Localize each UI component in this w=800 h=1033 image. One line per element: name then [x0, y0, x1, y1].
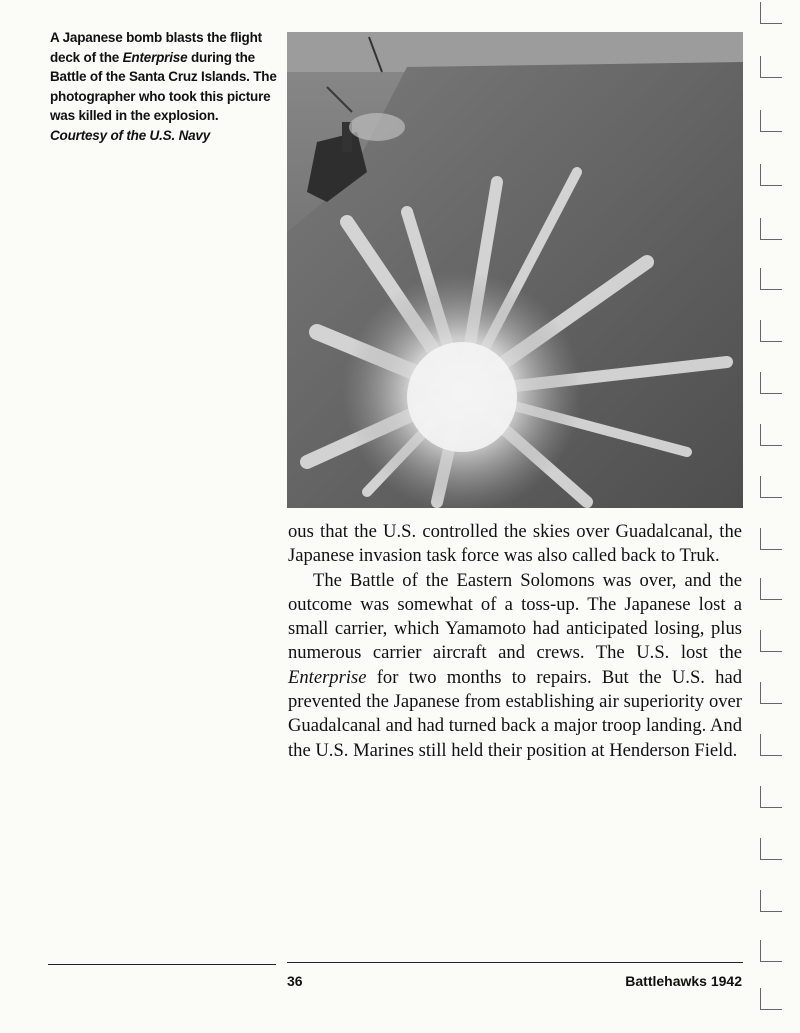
explosion-photo	[287, 32, 743, 508]
binder-tab	[760, 218, 782, 240]
binder-tab	[760, 320, 782, 342]
paragraph-2-part-b: for two months to repairs. But the U.S. had prevented the Japanese from establishing air superiority over Guadalcanal and had turned back a major troop landing. And the U.S. Marines still held their position at Henderson Field.	[288, 666, 742, 761]
binder-tab	[760, 786, 782, 808]
binder-tab	[760, 838, 782, 860]
binder-tab	[760, 890, 782, 912]
binder-tab	[760, 110, 782, 132]
binder-tab	[760, 56, 782, 78]
binder-tab	[760, 424, 782, 446]
binder-tab	[760, 988, 782, 1010]
binder-tab	[760, 734, 782, 756]
paragraph-2-part-a: The Battle of the Eastern Solomons was over, and the outcome was somewhat of a toss-up. The Japanese lost a small carrier, which Yamamoto had anticipated losing, plus numerous carrier aircraft and crews. The U.S. lost the	[288, 569, 742, 664]
paragraph-1: ous that the U.S. controlled the skies over Guadalcanal, the Japanese invasion task force was also called back to Truk.	[288, 521, 742, 567]
caption-credit: Courtesy of the U.S. Navy	[50, 127, 211, 143]
caption-text-2: during the Battle of the Santa Cruz Islands. The photographer who took this picture was killed in the explosion.	[50, 49, 277, 123]
binder-tab	[760, 476, 782, 498]
binder-tab	[760, 372, 782, 394]
caption-text-1: A Japanese bomb blasts the flight deck of the	[50, 30, 262, 65]
binder-tab	[760, 528, 782, 550]
binder-tab	[760, 630, 782, 652]
footer-rule-left	[48, 964, 276, 965]
binder-tab	[760, 578, 782, 600]
binder-tab	[760, 940, 782, 962]
binder-edge	[760, 0, 800, 1033]
photo-caption	[50, 28, 278, 145]
caption-ship-name: Enterprise	[122, 49, 188, 65]
paragraph-2-ship-name: Enterprise	[288, 666, 367, 688]
binder-tab	[760, 682, 782, 704]
binder-tab	[760, 2, 782, 24]
body-text	[288, 520, 742, 763]
page-number: 36	[287, 973, 303, 989]
footer-rule-right	[287, 962, 743, 963]
binder-tab	[760, 164, 782, 186]
binder-tab	[760, 268, 782, 290]
footer-book-title: Battlehawks 1942	[625, 973, 742, 989]
paragraph-2	[288, 569, 742, 763]
